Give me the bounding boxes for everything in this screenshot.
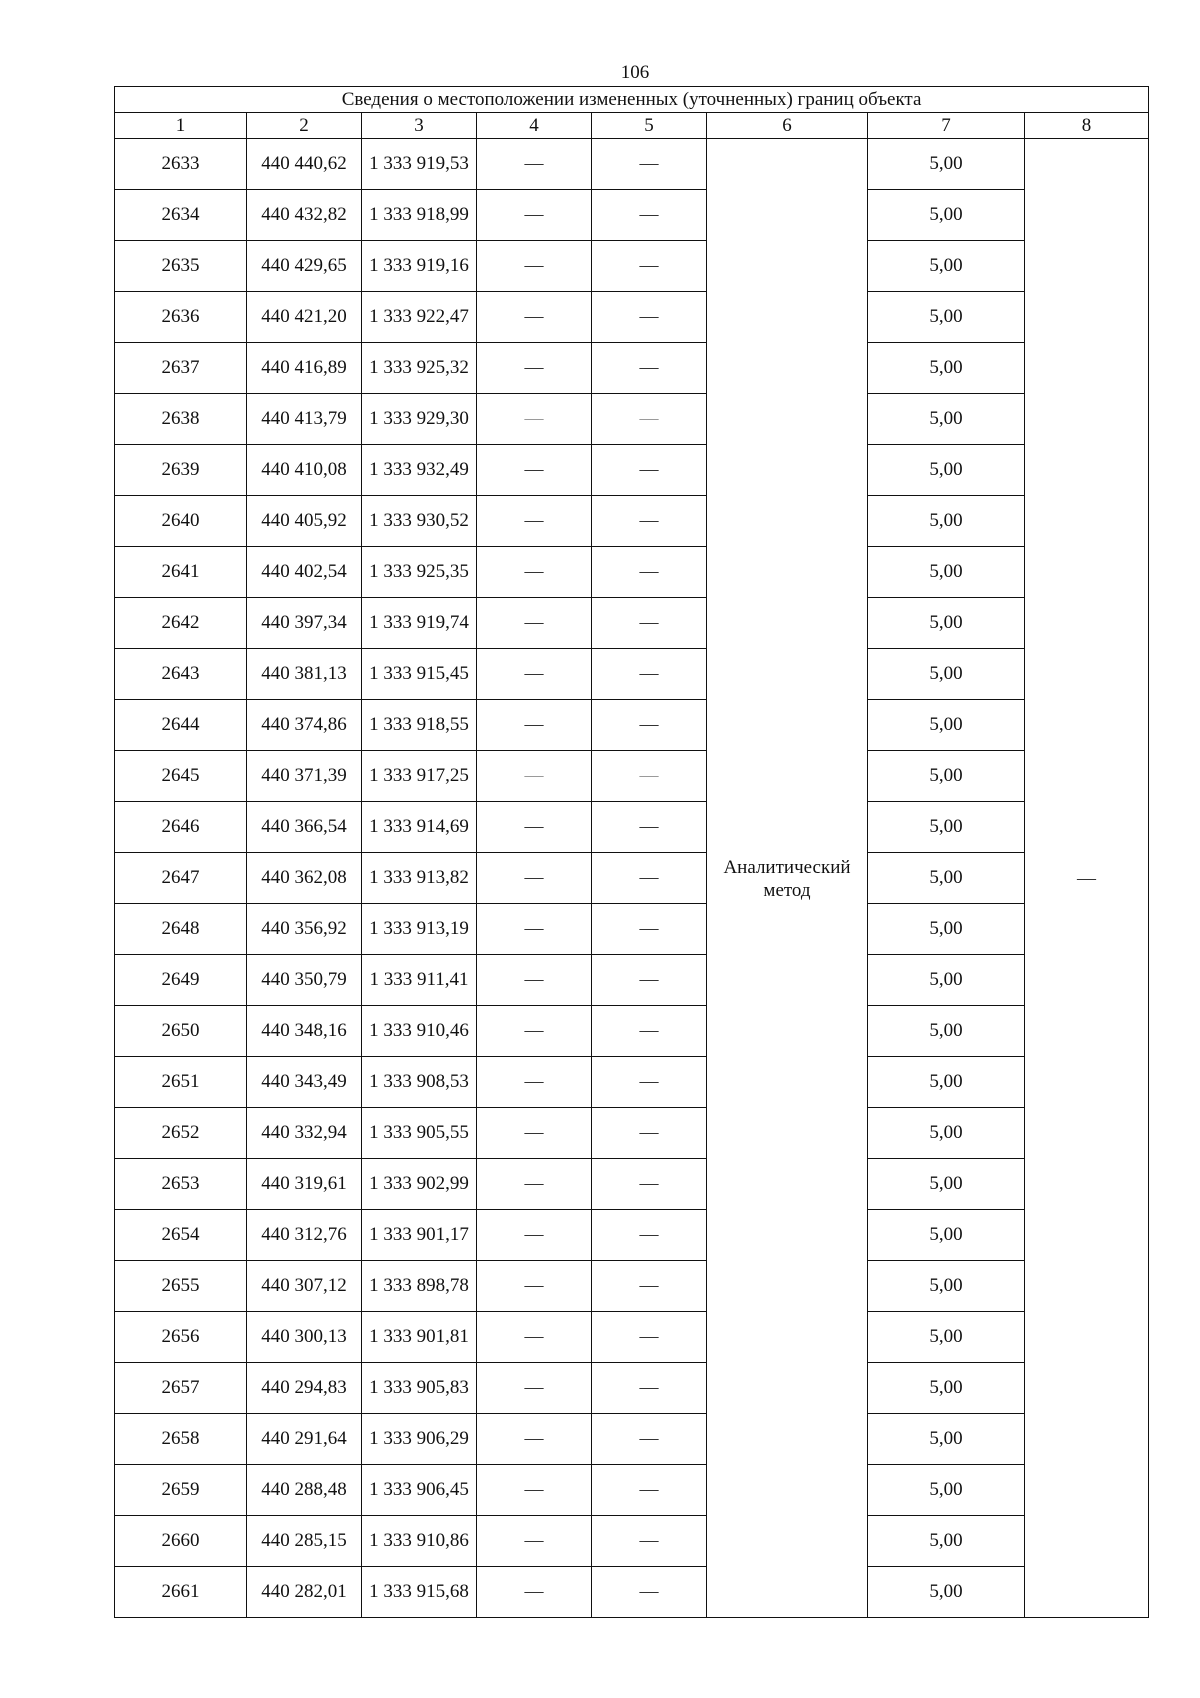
table-row xyxy=(115,394,1149,445)
point-number-cell: 2660 xyxy=(115,1516,247,1567)
x-coordinate-cell: 440 429,65 xyxy=(247,241,362,292)
point-number-cell: 2637 xyxy=(115,343,247,394)
accuracy-cell: 5,00 xyxy=(868,751,1025,802)
accuracy-cell: 5,00 xyxy=(868,1210,1025,1261)
y-coordinate-cell: 1 333 913,82 xyxy=(362,853,477,904)
point-number-cell: 2651 xyxy=(115,1057,247,1108)
accuracy-cell: 5,00 xyxy=(868,1414,1025,1465)
accuracy-cell: 5,00 xyxy=(868,547,1025,598)
method-cell: Аналитический метод xyxy=(707,139,868,1618)
column-5-cell: — xyxy=(592,445,707,496)
table-row xyxy=(115,1465,1149,1516)
table-row xyxy=(115,1159,1149,1210)
point-number-cell: 2641 xyxy=(115,547,247,598)
column-4-cell: — xyxy=(477,496,592,547)
accuracy-cell: 5,00 xyxy=(868,1567,1025,1618)
column-4-cell: — xyxy=(477,1516,592,1567)
column-number: 4 xyxy=(477,113,592,139)
accuracy-cell: 5,00 xyxy=(868,1159,1025,1210)
table-row xyxy=(115,700,1149,751)
point-number-cell: 2643 xyxy=(115,649,247,700)
column-4-cell: — xyxy=(477,649,592,700)
table-row xyxy=(115,1108,1149,1159)
column-5-cell: — xyxy=(592,598,707,649)
column-4-cell: — xyxy=(477,1159,592,1210)
column-4-cell: — xyxy=(477,1210,592,1261)
accuracy-cell: 5,00 xyxy=(868,292,1025,343)
point-number-cell: 2633 xyxy=(115,139,247,190)
accuracy-cell: 5,00 xyxy=(868,1261,1025,1312)
x-coordinate-cell: 440 307,12 xyxy=(247,1261,362,1312)
column-5-cell: — xyxy=(592,1108,707,1159)
table-row xyxy=(115,904,1149,955)
y-coordinate-cell: 1 333 901,81 xyxy=(362,1312,477,1363)
y-coordinate-cell: 1 333 913,19 xyxy=(362,904,477,955)
column-5-cell: — xyxy=(592,955,707,1006)
accuracy-cell: 5,00 xyxy=(868,649,1025,700)
table-row xyxy=(115,1516,1149,1567)
table-row xyxy=(115,802,1149,853)
point-number-cell: 2647 xyxy=(115,853,247,904)
table-row xyxy=(115,445,1149,496)
column-5-cell: — xyxy=(592,496,707,547)
y-coordinate-cell: 1 333 901,17 xyxy=(362,1210,477,1261)
point-number-cell: 2638 xyxy=(115,394,247,445)
column-number-row xyxy=(115,113,1149,139)
table-row xyxy=(115,547,1149,598)
column-4-cell: — xyxy=(477,700,592,751)
column-5-cell: — xyxy=(592,853,707,904)
accuracy-cell: 5,00 xyxy=(868,1108,1025,1159)
column-4-cell: — xyxy=(477,547,592,598)
column-5-cell: — xyxy=(592,700,707,751)
accuracy-cell: 5,00 xyxy=(868,190,1025,241)
page-number: 106 xyxy=(620,62,650,83)
point-number-cell: 2642 xyxy=(115,598,247,649)
column-4-cell: — xyxy=(477,853,592,904)
table-row xyxy=(115,1261,1149,1312)
x-coordinate-cell: 440 291,64 xyxy=(247,1414,362,1465)
column-number: 6 xyxy=(707,113,868,139)
accuracy-cell: 5,00 xyxy=(868,1312,1025,1363)
column-4-cell: — xyxy=(477,1567,592,1618)
accuracy-cell: 5,00 xyxy=(868,394,1025,445)
x-coordinate-cell: 440 332,94 xyxy=(247,1108,362,1159)
x-coordinate-cell: 440 410,08 xyxy=(247,445,362,496)
column-4-cell: — xyxy=(477,139,592,190)
column-5-cell: — xyxy=(592,241,707,292)
column-5-cell: — xyxy=(592,1567,707,1618)
point-number-cell: 2653 xyxy=(115,1159,247,1210)
column-4-cell: — xyxy=(477,1312,592,1363)
y-coordinate-cell: 1 333 919,16 xyxy=(362,241,477,292)
accuracy-cell: 5,00 xyxy=(868,853,1025,904)
y-coordinate-cell: 1 333 902,99 xyxy=(362,1159,477,1210)
y-coordinate-cell: 1 333 919,53 xyxy=(362,139,477,190)
column-5-cell: — xyxy=(592,1414,707,1465)
column-5-cell: — xyxy=(592,751,707,802)
table-row xyxy=(115,496,1149,547)
table-title-row xyxy=(115,87,1149,113)
accuracy-cell: 5,00 xyxy=(868,1057,1025,1108)
table-row xyxy=(115,139,1149,190)
y-coordinate-cell: 1 333 915,45 xyxy=(362,649,477,700)
column-4-cell: — xyxy=(477,190,592,241)
x-coordinate-cell: 440 421,20 xyxy=(247,292,362,343)
column-4-cell: — xyxy=(477,1363,592,1414)
table-row xyxy=(115,1006,1149,1057)
column-4-cell: — xyxy=(477,394,592,445)
column-4-cell: — xyxy=(477,445,592,496)
accuracy-cell: 5,00 xyxy=(868,802,1025,853)
y-coordinate-cell: 1 333 917,25 xyxy=(362,751,477,802)
x-coordinate-cell: 440 416,89 xyxy=(247,343,362,394)
point-number-cell: 2636 xyxy=(115,292,247,343)
column-5-cell: — xyxy=(592,1261,707,1312)
column-4-cell: — xyxy=(477,1261,592,1312)
x-coordinate-cell: 440 319,61 xyxy=(247,1159,362,1210)
accuracy-cell: 5,00 xyxy=(868,1363,1025,1414)
x-coordinate-cell: 440 371,39 xyxy=(247,751,362,802)
point-number-cell: 2646 xyxy=(115,802,247,853)
point-number-cell: 2640 xyxy=(115,496,247,547)
point-number-cell: 2634 xyxy=(115,190,247,241)
y-coordinate-cell: 1 333 910,46 xyxy=(362,1006,477,1057)
column-number: 3 xyxy=(362,113,477,139)
x-coordinate-cell: 440 294,83 xyxy=(247,1363,362,1414)
table-row xyxy=(115,241,1149,292)
x-coordinate-cell: 440 440,62 xyxy=(247,139,362,190)
x-coordinate-cell: 440 282,01 xyxy=(247,1567,362,1618)
y-coordinate-cell: 1 333 922,47 xyxy=(362,292,477,343)
y-coordinate-cell: 1 333 929,30 xyxy=(362,394,477,445)
table-row xyxy=(115,649,1149,700)
column-4-cell: — xyxy=(477,802,592,853)
accuracy-cell: 5,00 xyxy=(868,598,1025,649)
column-4-cell: — xyxy=(477,1108,592,1159)
y-coordinate-cell: 1 333 906,29 xyxy=(362,1414,477,1465)
point-number-cell: 2658 xyxy=(115,1414,247,1465)
accuracy-cell: 5,00 xyxy=(868,139,1025,190)
x-coordinate-cell: 440 374,86 xyxy=(247,700,362,751)
table-row xyxy=(115,853,1149,904)
column-5-cell: — xyxy=(592,1159,707,1210)
column-4-cell: — xyxy=(477,904,592,955)
y-coordinate-cell: 1 333 918,55 xyxy=(362,700,477,751)
y-coordinate-cell: 1 333 905,83 xyxy=(362,1363,477,1414)
column-number: 7 xyxy=(868,113,1025,139)
accuracy-cell: 5,00 xyxy=(868,445,1025,496)
column-4-cell: — xyxy=(477,1465,592,1516)
y-coordinate-cell: 1 333 925,35 xyxy=(362,547,477,598)
y-coordinate-cell: 1 333 918,99 xyxy=(362,190,477,241)
y-coordinate-cell: 1 333 898,78 xyxy=(362,1261,477,1312)
coordinates-table xyxy=(114,86,1149,1618)
x-coordinate-cell: 440 413,79 xyxy=(247,394,362,445)
table-row xyxy=(115,1567,1149,1618)
table-row xyxy=(115,598,1149,649)
x-coordinate-cell: 440 397,34 xyxy=(247,598,362,649)
column-4-cell: — xyxy=(477,1006,592,1057)
y-coordinate-cell: 1 333 932,49 xyxy=(362,445,477,496)
column-number: 8 xyxy=(1025,113,1149,139)
y-coordinate-cell: 1 333 925,32 xyxy=(362,343,477,394)
column-5-cell: — xyxy=(592,1516,707,1567)
accuracy-cell: 5,00 xyxy=(868,1516,1025,1567)
point-number-cell: 2649 xyxy=(115,955,247,1006)
table-row xyxy=(115,1363,1149,1414)
point-number-cell: 2650 xyxy=(115,1006,247,1057)
column-5-cell: — xyxy=(592,1363,707,1414)
accuracy-cell: 5,00 xyxy=(868,496,1025,547)
x-coordinate-cell: 440 300,13 xyxy=(247,1312,362,1363)
column-4-cell: — xyxy=(477,292,592,343)
y-coordinate-cell: 1 333 910,86 xyxy=(362,1516,477,1567)
point-number-cell: 2657 xyxy=(115,1363,247,1414)
column-4-cell: — xyxy=(477,241,592,292)
x-coordinate-cell: 440 285,15 xyxy=(247,1516,362,1567)
x-coordinate-cell: 440 343,49 xyxy=(247,1057,362,1108)
column-5-cell: — xyxy=(592,343,707,394)
point-number-cell: 2645 xyxy=(115,751,247,802)
x-coordinate-cell: 440 350,79 xyxy=(247,955,362,1006)
point-number-cell: 2639 xyxy=(115,445,247,496)
point-number-cell: 2659 xyxy=(115,1465,247,1516)
y-coordinate-cell: 1 333 911,41 xyxy=(362,955,477,1006)
table-title: Сведения о местоположении измененных (уточненных) границ объекта xyxy=(115,87,1149,113)
point-number-cell: 2654 xyxy=(115,1210,247,1261)
table-row xyxy=(115,1414,1149,1465)
column-5-cell: — xyxy=(592,1057,707,1108)
column-5-cell: — xyxy=(592,1312,707,1363)
column-5-cell: — xyxy=(592,190,707,241)
point-number-cell: 2655 xyxy=(115,1261,247,1312)
column-4-cell: — xyxy=(477,343,592,394)
column-5-cell: — xyxy=(592,547,707,598)
column-5-cell: — xyxy=(592,1006,707,1057)
point-number-cell: 2648 xyxy=(115,904,247,955)
column-4-cell: — xyxy=(477,1414,592,1465)
point-number-cell: 2644 xyxy=(115,700,247,751)
table-row xyxy=(115,1057,1149,1108)
column-5-cell: — xyxy=(592,394,707,445)
y-coordinate-cell: 1 333 914,69 xyxy=(362,802,477,853)
column-5-cell: — xyxy=(592,1210,707,1261)
x-coordinate-cell: 440 356,92 xyxy=(247,904,362,955)
column-8-cell: — xyxy=(1025,139,1149,1618)
y-coordinate-cell: 1 333 930,52 xyxy=(362,496,477,547)
accuracy-cell: 5,00 xyxy=(868,1006,1025,1057)
x-coordinate-cell: 440 366,54 xyxy=(247,802,362,853)
accuracy-cell: 5,00 xyxy=(868,904,1025,955)
column-number: 1 xyxy=(115,113,247,139)
x-coordinate-cell: 440 432,82 xyxy=(247,190,362,241)
table-row xyxy=(115,1210,1149,1261)
table-row xyxy=(115,1312,1149,1363)
column-4-cell: — xyxy=(477,598,592,649)
accuracy-cell: 5,00 xyxy=(868,955,1025,1006)
y-coordinate-cell: 1 333 919,74 xyxy=(362,598,477,649)
x-coordinate-cell: 440 381,13 xyxy=(247,649,362,700)
x-coordinate-cell: 440 288,48 xyxy=(247,1465,362,1516)
x-coordinate-cell: 440 405,92 xyxy=(247,496,362,547)
column-4-cell: — xyxy=(477,955,592,1006)
table-row xyxy=(115,292,1149,343)
x-coordinate-cell: 440 402,54 xyxy=(247,547,362,598)
y-coordinate-cell: 1 333 915,68 xyxy=(362,1567,477,1618)
column-5-cell: — xyxy=(592,139,707,190)
x-coordinate-cell: 440 312,76 xyxy=(247,1210,362,1261)
accuracy-cell: 5,00 xyxy=(868,700,1025,751)
accuracy-cell: 5,00 xyxy=(868,343,1025,394)
column-number: 2 xyxy=(247,113,362,139)
x-coordinate-cell: 440 348,16 xyxy=(247,1006,362,1057)
x-coordinate-cell: 440 362,08 xyxy=(247,853,362,904)
table-row xyxy=(115,751,1149,802)
y-coordinate-cell: 1 333 905,55 xyxy=(362,1108,477,1159)
column-4-cell: — xyxy=(477,1057,592,1108)
table-body xyxy=(115,139,1149,1618)
column-5-cell: — xyxy=(592,1465,707,1516)
column-5-cell: — xyxy=(592,802,707,853)
table-row xyxy=(115,190,1149,241)
table-row xyxy=(115,343,1149,394)
column-5-cell: — xyxy=(592,649,707,700)
y-coordinate-cell: 1 333 908,53 xyxy=(362,1057,477,1108)
accuracy-cell: 5,00 xyxy=(868,1465,1025,1516)
accuracy-cell: 5,00 xyxy=(868,241,1025,292)
y-coordinate-cell: 1 333 906,45 xyxy=(362,1465,477,1516)
column-number: 5 xyxy=(592,113,707,139)
column-4-cell: — xyxy=(477,751,592,802)
point-number-cell: 2656 xyxy=(115,1312,247,1363)
point-number-cell: 2661 xyxy=(115,1567,247,1618)
column-5-cell: — xyxy=(592,292,707,343)
column-5-cell: — xyxy=(592,904,707,955)
point-number-cell: 2635 xyxy=(115,241,247,292)
table-row xyxy=(115,955,1149,1006)
point-number-cell: 2652 xyxy=(115,1108,247,1159)
